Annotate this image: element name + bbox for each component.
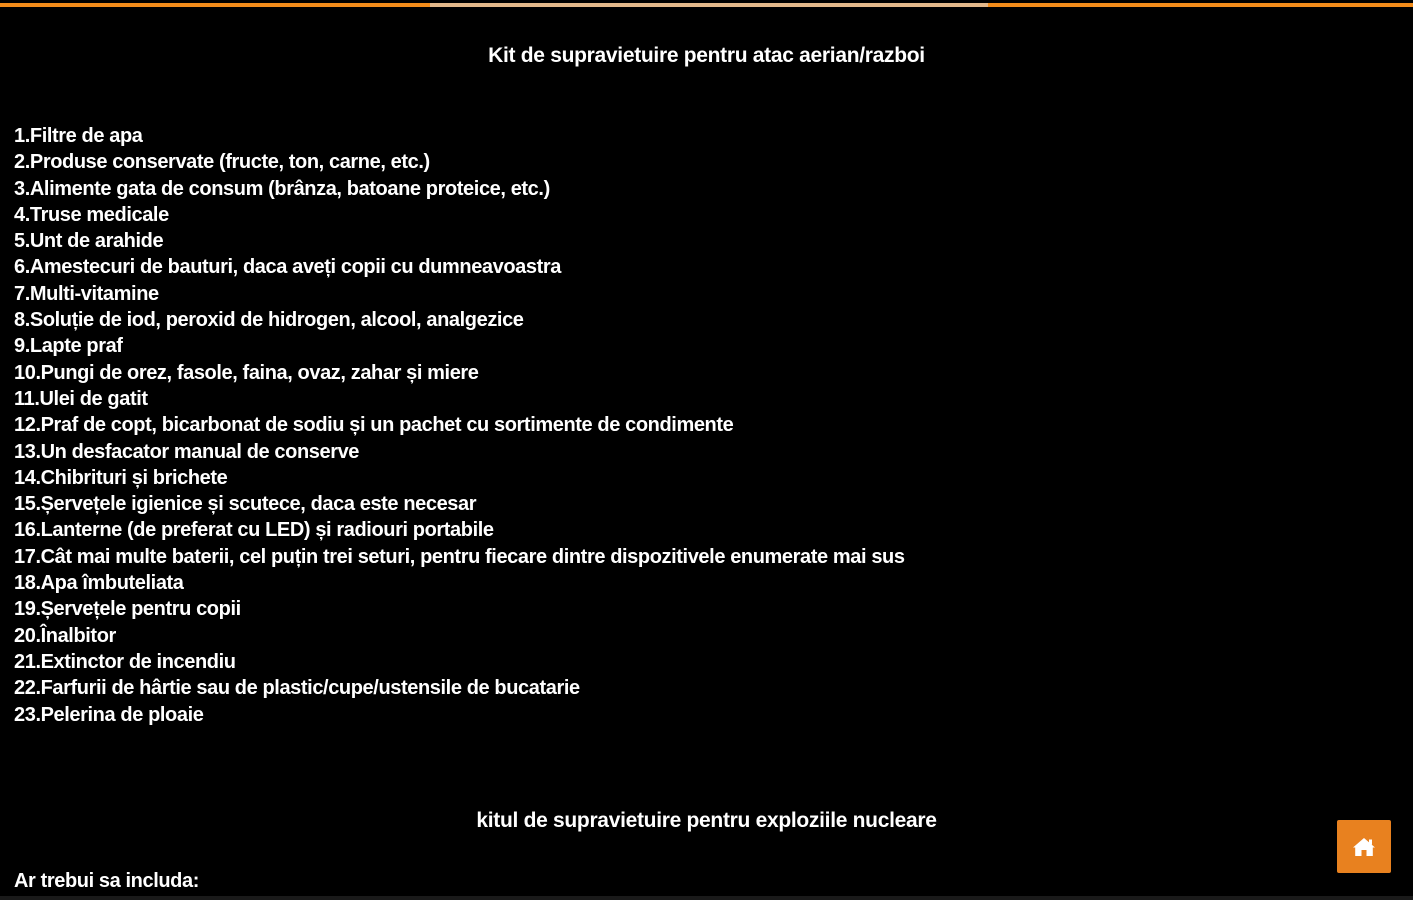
- list-item: 15.Șervețele igienice și scutece, daca este necesar: [14, 493, 477, 516]
- section-title-air-attack: Kit de supravietuire pentru atac aerian/razboi: [488, 44, 925, 67]
- list-item: 6.Amestecuri de bauturi, daca aveți copii cu dumneavoastra: [14, 256, 561, 279]
- list-item: 22.Farfurii de hârtie sau de plastic/cupe/ustensile de bucatarie: [14, 677, 580, 700]
- list-item: 3.Alimente gata de consum (brânza, batoane proteice, etc.): [14, 177, 550, 200]
- list-item: 2.Produse conservate (fructe, ton, carne, etc.): [14, 151, 430, 174]
- list-item: 8.Soluție de iod, peroxid de hidrogen, alcool, analgezice: [14, 309, 524, 332]
- list-item: 4.Truse medicale: [14, 203, 169, 226]
- list-item: 20.Înalbitor: [14, 624, 116, 647]
- list-item: 11.Ulei de gatit: [14, 387, 148, 410]
- list-item: 14.Chibrituri și brichete: [14, 466, 228, 489]
- section-title-nuclear: kitul de supravietuire pentru exploziile nucleare: [476, 809, 937, 832]
- home-button[interactable]: [1337, 820, 1391, 873]
- list-item: 7.Multi-vitamine: [14, 282, 159, 305]
- list-item: 19.Șervețele pentru copii: [14, 598, 241, 621]
- list-item: 23.Pelerina de ploaie: [14, 703, 204, 726]
- list-item: 13.Un desfacator manual de conserve: [14, 440, 360, 463]
- bottom-edge: [0, 896, 1413, 900]
- list-item: 1.Filtre de apa: [14, 125, 143, 147]
- home-icon: [1352, 837, 1376, 857]
- list-item: 17.Cât mai multe baterii, cel puțin trei seturi, pentru fiecare dintre dispozitivele enumerate mai sus: [14, 545, 905, 568]
- list-item: 18.Apa îmbuteliata: [14, 572, 184, 595]
- top-progress-bar: [0, 0, 1413, 9]
- nuclear-kit-intro: Ar trebui sa includa:: [14, 870, 199, 892]
- scroll-indicator: [430, 3, 988, 7]
- survival-kit-list: [14, 123, 905, 728]
- list-item: 12.Praf de copt, bicarbonat de sodiu și un pachet cu sortimente de condimente: [14, 414, 734, 437]
- list-item: 5.Unt de arahide: [14, 230, 164, 253]
- list-item: 21.Extinctor de incendiu: [14, 650, 236, 673]
- list-item: 9.Lapte praf: [14, 335, 123, 358]
- list-item: 10.Pungi de orez, fasole, faina, ovaz, zahar și miere: [14, 361, 479, 384]
- list-item: 16.Lanterne (de preferat cu LED) și radiouri portabile: [14, 519, 494, 542]
- article-content[interactable]: [0, 9, 1413, 900]
